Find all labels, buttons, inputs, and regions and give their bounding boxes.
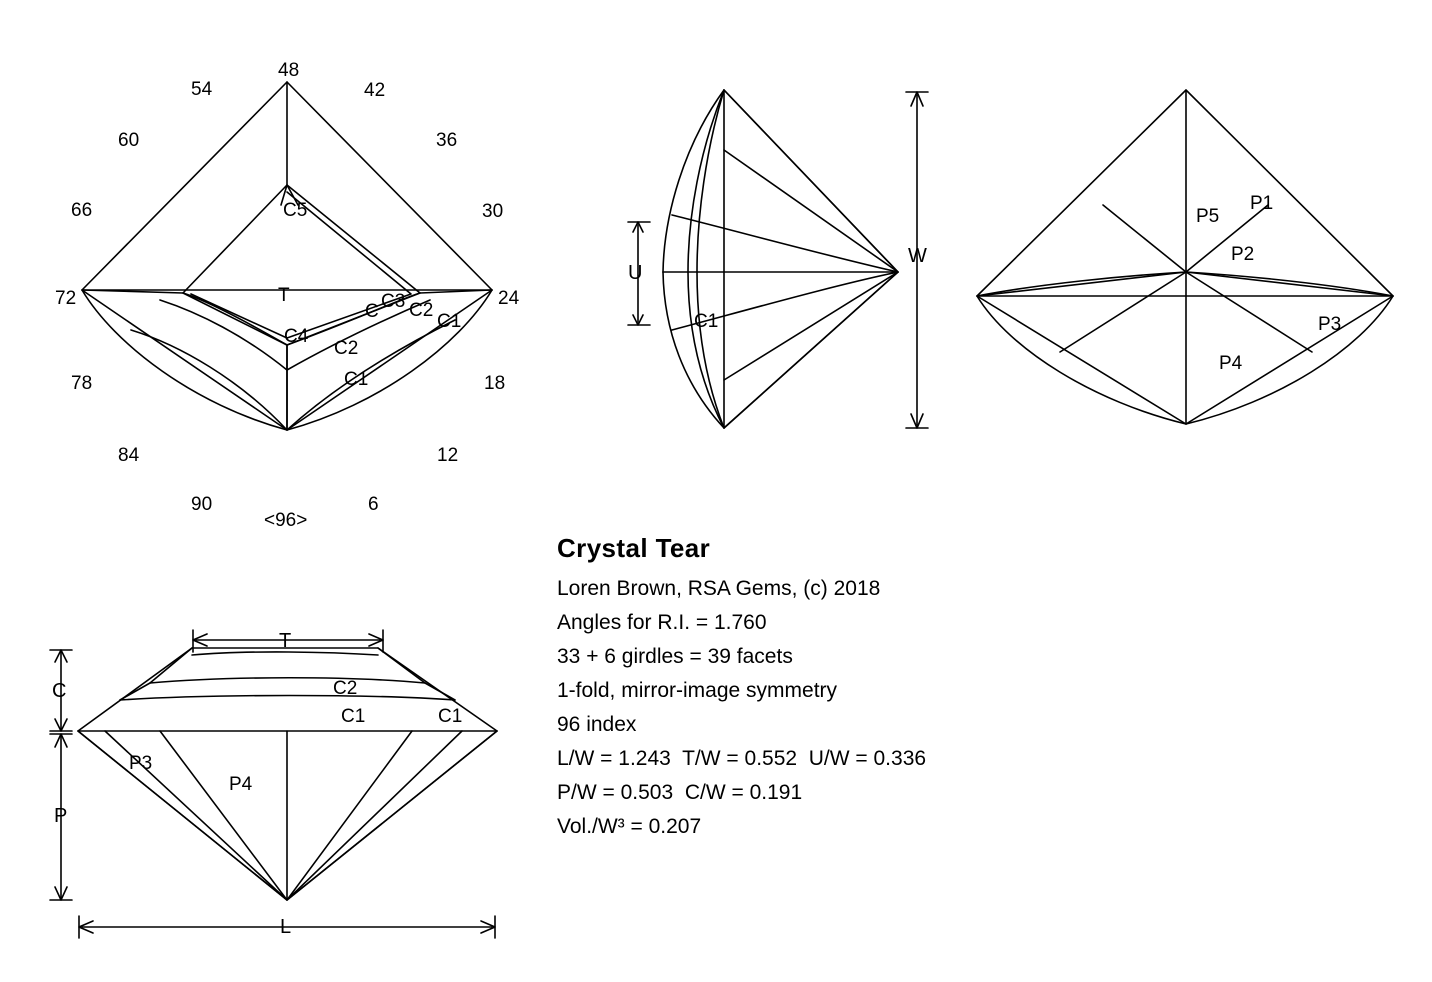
crown-index-label: 12 <box>437 445 459 466</box>
info-line-author: Loren Brown, RSA Gems, (c) 2018 <box>557 577 881 600</box>
design-title: Crystal Tear <box>557 533 711 563</box>
dimension-label-u: U <box>628 262 643 284</box>
pavilion-facet-label: P2 <box>1231 244 1255 265</box>
crown-index-label: 6 <box>368 494 379 515</box>
crown-index-label: 36 <box>436 130 458 151</box>
dimension-label-p: P <box>54 805 68 827</box>
crown-facet-label: C <box>365 301 379 322</box>
crown-index-label: 84 <box>118 445 140 466</box>
info-line-ratios-2: P/W = 0.503 C/W = 0.191 <box>557 781 803 804</box>
crown-index-label: 18 <box>484 373 506 394</box>
dimension-label-w: W <box>908 245 927 267</box>
crown-facet-label: C5 <box>283 200 308 221</box>
crown-index-label: 66 <box>71 200 93 221</box>
crown-index-label: 30 <box>482 201 504 222</box>
info-line-volume: Vol./W³ = 0.207 <box>557 815 702 838</box>
pavilion-view-facets <box>977 90 1393 424</box>
info-line-ri: Angles for R.I. = 1.760 <box>557 611 767 634</box>
pavilion-view-outline <box>977 90 1393 424</box>
crown-facet-label: C1 <box>344 369 369 390</box>
profile-facet-label: C2 <box>333 678 358 699</box>
pavilion-facet-label: P4 <box>1219 353 1243 374</box>
crown-index-label: 54 <box>191 79 213 100</box>
dimension-label-l: L <box>280 916 292 938</box>
crown-view-facets <box>82 79 492 430</box>
pavilion-facet-label: P5 <box>1196 206 1220 227</box>
info-line-symmetry: 1-fold, mirror-image symmetry <box>557 679 838 702</box>
crown-facet-label: C4 <box>284 326 309 347</box>
dimension-label-c: C <box>52 680 67 702</box>
profile-facet-label: P3 <box>129 753 153 774</box>
design-info-block <box>557 532 1157 844</box>
crown-facet-label: T <box>278 285 290 306</box>
crown-facet-label: C1 <box>437 311 462 332</box>
crown-index-label: 90 <box>191 494 213 515</box>
crown-index-label: 24 <box>498 288 520 309</box>
info-line-facets: 33 + 6 girdles = 39 facets <box>557 645 793 668</box>
dimension-label-t: T <box>279 630 292 652</box>
profile-facet-label: C1 <box>341 706 366 727</box>
crown-index-label: 78 <box>71 373 93 394</box>
pavilion-facet-label: P1 <box>1250 193 1274 214</box>
crown-facet-label: C3 <box>381 291 406 312</box>
crown-index-label: 48 <box>278 60 300 81</box>
crown-facet-label: C2 <box>334 338 359 359</box>
crown-index-label: 42 <box>364 80 386 101</box>
crown-index-label: 72 <box>55 288 77 309</box>
crown-index-label: 60 <box>118 130 140 151</box>
info-line-index: 96 index <box>557 713 637 736</box>
pavilion-facet-label: P3 <box>1318 314 1342 335</box>
crown-index-label: <96> <box>264 510 308 531</box>
crown-facet-label: C2 <box>409 300 434 321</box>
side-facet-label: C1 <box>694 311 719 332</box>
info-line-ratios-1: L/W = 1.243 T/W = 0.552 U/W = 0.336 <box>557 747 927 770</box>
side-view-facets <box>672 90 898 428</box>
profile-facet-label: P4 <box>229 774 253 795</box>
profile-facet-label: C1 <box>438 706 463 727</box>
